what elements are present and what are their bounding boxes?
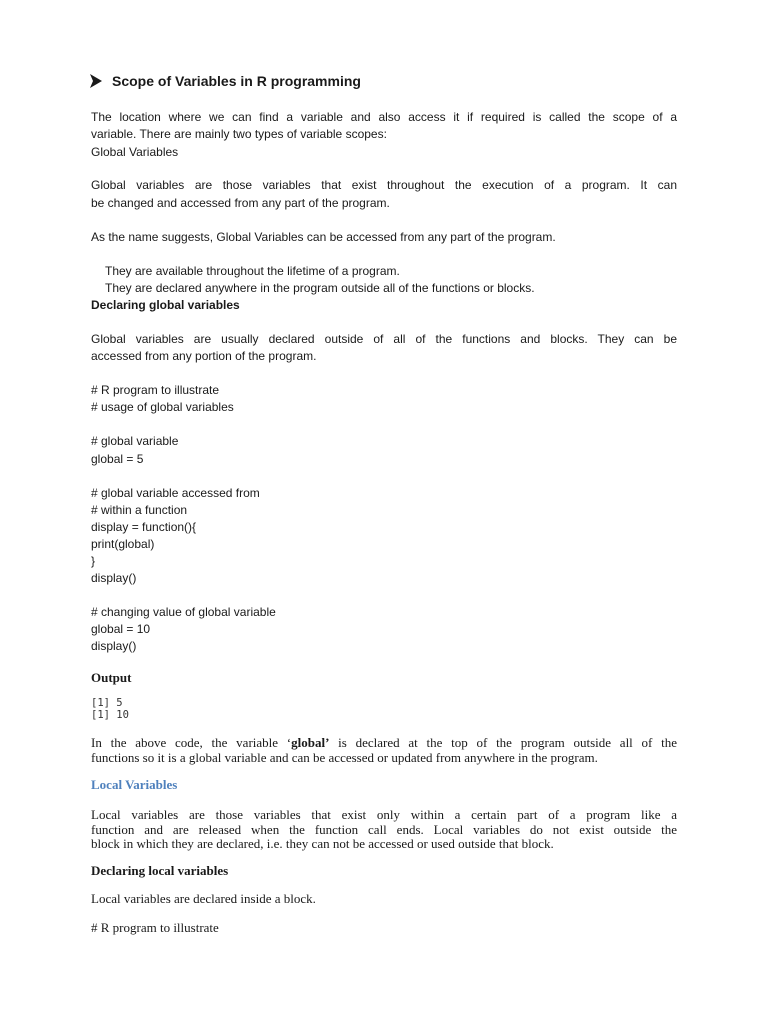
code-line: print(global) bbox=[91, 537, 155, 551]
local-variables-heading: Local Variables bbox=[91, 777, 178, 792]
intro-line-2: variable. There are mainly two types of variable scopes: bbox=[91, 127, 387, 141]
explain-line-1 bbox=[91, 735, 677, 750]
output-line-2: [1] 10 bbox=[91, 709, 129, 721]
declaring-local-desc: Local variables are declared inside a block. bbox=[91, 891, 316, 906]
arrowhead-bullet-icon bbox=[90, 74, 102, 88]
code-line: global = 10 bbox=[91, 622, 151, 636]
local-desc-line-2: function and are released when the function call ends. Local variables do not exist outside the bbox=[91, 822, 677, 837]
output-line-1: [1] 5 bbox=[91, 697, 123, 709]
code-line: # changing value of global variable bbox=[91, 605, 276, 619]
local-desc-line-3: block in which they are declared, i.e. they can not be accessed or used outside that block. bbox=[91, 836, 554, 851]
code-line: # R program to illustrate bbox=[91, 920, 219, 935]
code-line: display() bbox=[91, 571, 137, 585]
section-title: Scope of Variables in R programming bbox=[112, 73, 361, 89]
code-line: # global variable accessed from bbox=[91, 486, 260, 500]
output-heading: Output bbox=[91, 670, 132, 685]
explain-line-2: functions so it is a global variable and can be accessed or updated from anywhere in the program. bbox=[91, 750, 598, 765]
code-line: global = 5 bbox=[91, 452, 144, 466]
code-line: # R program to illustrate bbox=[91, 383, 220, 397]
declaring-global-desc-line-2: accessed from any portion of the program. bbox=[91, 349, 317, 363]
declaring-global-desc-line-1: Global variables are usually declared outside of all of the functions and blocks. They can be bbox=[91, 332, 677, 346]
code-line: display = function(){ bbox=[91, 520, 197, 534]
code-line: display() bbox=[91, 639, 137, 653]
intro-line-1: The location where we can find a variable and also access it if required is called the scope of a bbox=[91, 110, 677, 124]
bullet-item-2: They are declared anywhere in the program outside all of the functions or blocks. bbox=[105, 281, 535, 295]
global-desc-line-2: be changed and accessed from any part of the program. bbox=[91, 196, 390, 210]
code-line: # within a function bbox=[91, 503, 188, 517]
global-variables-label: Global Variables bbox=[91, 145, 179, 159]
bullet-item-1: They are available throughout the lifetime of a program. bbox=[105, 264, 400, 278]
global-name-paragraph: As the name suggests, Global Variables can be accessed from any part of the program. bbox=[91, 230, 556, 244]
explain-bold-global: global’ bbox=[291, 735, 330, 750]
code-line: # usage of global variables bbox=[91, 400, 234, 414]
explain-text-post: is declared at the top of the program outside all of the bbox=[329, 735, 677, 750]
code-line: # global variable bbox=[91, 434, 179, 448]
global-desc-line-1: Global variables are those variables that exist throughout the execution of a program. It can bbox=[91, 178, 677, 192]
declaring-global-heading: Declaring global variables bbox=[91, 298, 240, 312]
section-heading bbox=[90, 73, 361, 89]
local-desc-line-1: Local variables are those variables that exist only within a certain part of a program like a bbox=[91, 807, 677, 822]
explain-text-pre: In the above code, the variable ‘ bbox=[91, 735, 292, 750]
declaring-local-heading: Declaring local variables bbox=[91, 863, 229, 878]
code-line: } bbox=[91, 554, 96, 568]
